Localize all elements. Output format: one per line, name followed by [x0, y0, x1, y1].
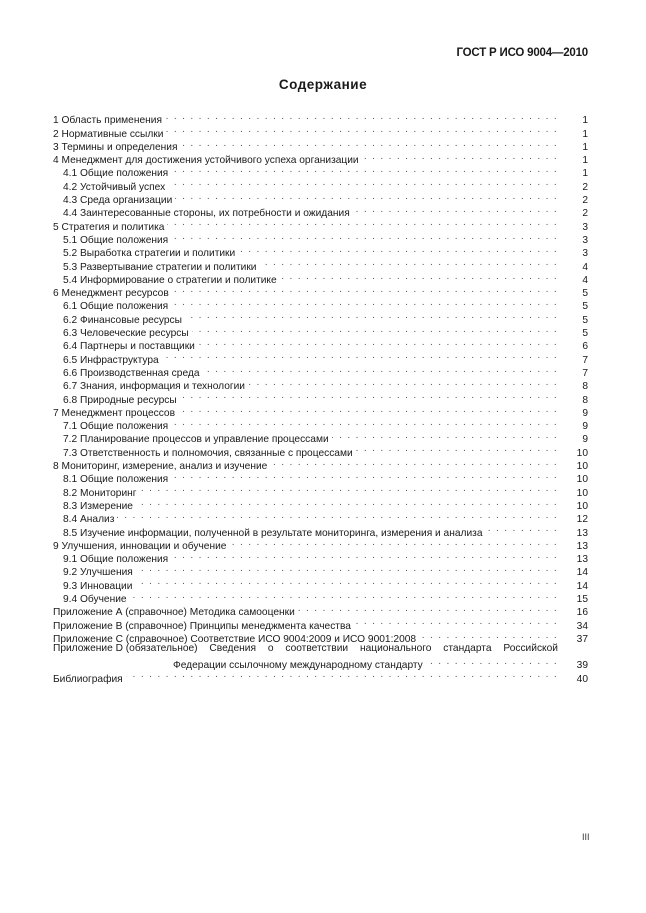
- toc-entry-appendix-d-word: Сведения: [209, 642, 256, 654]
- toc-entry-page: 1: [582, 141, 588, 153]
- toc-leader-dots: [172, 283, 558, 296]
- toc-entry-page: 2: [582, 208, 588, 220]
- toc-entry-title: 8.4 Анализ: [53, 513, 117, 526]
- toc-leader-dots: [248, 376, 558, 389]
- toc-entry-title: Приложение В (справочное) Принципы менеджмента качества: [53, 620, 354, 633]
- toc-entry-page: 10: [576, 447, 588, 459]
- table-of-contents: [53, 110, 588, 685]
- toc-entry-title: 6.8 Природные ресурсы: [53, 394, 180, 407]
- toc-entry-page: 37: [576, 633, 588, 645]
- toc-entry-page: 1: [582, 168, 588, 180]
- document-standard-id: ГОСТ Р ИСО 9004—2010: [456, 47, 588, 59]
- toc-entry-title: 7.2 Планирование процессов и управление процессами: [53, 433, 332, 446]
- toc-entry-page: 5: [582, 328, 588, 340]
- toc-entry-appendix-d-word: Российской: [503, 642, 558, 654]
- toc-leader-dots: [180, 137, 558, 150]
- toc-leader-dots: [178, 403, 558, 416]
- toc-entry-title: 5 Стратегия и политика: [53, 221, 167, 234]
- toc-entry-page: 8: [582, 381, 588, 393]
- toc-entry[interactable]: [53, 602, 588, 619]
- toc-entry-bibliography[interactable]: [53, 668, 588, 685]
- toc-entry-title: 8.3 Измерение: [53, 500, 136, 513]
- toc-entry-title: 9.2 Улучшения: [53, 566, 136, 579]
- toc-leader-dots: [136, 496, 558, 509]
- toc-leader-dots: [166, 123, 558, 136]
- toc-entry-title: 8.5 Изучение информации, полученной в результате мониторинга, измерения и анализа: [53, 527, 486, 540]
- toc-entry-title: 4.3 Среда организации: [53, 194, 175, 207]
- toc-entry-title: 5.3 Развертывание стратегии и политики: [53, 261, 259, 274]
- toc-entry-title: 6 Менеджмент ресурсов: [53, 287, 172, 300]
- toc-entry[interactable]: [53, 110, 588, 127]
- toc-entry-title: 9.4 Обучение: [53, 593, 130, 606]
- toc-entry[interactable]: [53, 589, 588, 605]
- toc-entry-page: 3: [582, 221, 588, 233]
- toc-entry-page: 9: [582, 434, 588, 446]
- toc-entry-title: 5.1 Общие положения: [53, 234, 171, 247]
- toc-leader-dots: [126, 668, 558, 681]
- toc-leader-dots: [168, 176, 558, 189]
- toc-entry-page: 1: [582, 128, 588, 140]
- toc-leader-dots: [362, 150, 558, 163]
- toc-leader-dots: [270, 456, 558, 469]
- toc-entry-title: 3 Термины и определения: [53, 141, 180, 154]
- toc-leader-dots: [171, 549, 558, 562]
- toc-entry-page: 10: [576, 474, 588, 486]
- toc-leader-dots: [175, 190, 558, 203]
- toc-entry-page: 9: [582, 421, 588, 433]
- toc-entry-page: 2: [582, 181, 588, 193]
- toc-entry-title: 6.1 Общие положения: [53, 300, 171, 313]
- toc-entry-title: 9 Улучшения, инновации и обучение: [53, 540, 229, 553]
- toc-entry-page: 12: [576, 514, 588, 526]
- toc-entry-page: 40: [576, 673, 588, 685]
- toc-entry-title: 7.1 Общие положения: [53, 420, 171, 433]
- toc-leader-dots: [486, 522, 559, 535]
- toc-entry-appendix-d-label: Приложение D (обязательное): [53, 642, 198, 654]
- toc-leader-dots: [185, 309, 558, 322]
- toc-entry-page: 9: [582, 407, 588, 419]
- toc-leader-dots: [162, 349, 558, 362]
- toc-leader-dots: [180, 389, 558, 402]
- toc-entry-title: 7.3 Ответственность и полномочия, связанные с процессами: [53, 447, 356, 460]
- toc-leader-dots: [136, 562, 558, 575]
- toc-entry-title: 6.7 Знания, информация и технологии: [53, 380, 248, 393]
- toc-entry-page: 5: [582, 314, 588, 326]
- toc-entry-title: 6.3 Человеческие ресурсы: [53, 327, 192, 340]
- toc-entry-title: 8 Мониторинг, измерение, анализ и изучение: [53, 460, 270, 473]
- toc-entry-title: 4.1 Общие положения: [53, 167, 171, 180]
- toc-leader-dots: [203, 363, 559, 376]
- toc-entry-title: 4 Менеджмент для достижения устойчивого успеха организации: [53, 154, 362, 167]
- toc-entry-appendix-d[interactable]: [53, 642, 588, 672]
- toc-entry-title: 5.4 Информирование о стратегии и политике: [53, 274, 280, 287]
- toc-leader-dots: [171, 416, 558, 429]
- toc-leader-dots: [354, 615, 558, 628]
- toc-entry-title: 9.1 Общие положения: [53, 553, 171, 566]
- toc-leader-dots: [353, 203, 558, 216]
- toc-entry-page: 3: [582, 248, 588, 260]
- toc-entry-page: 13: [576, 554, 588, 566]
- toc-leader-dots: [280, 270, 558, 283]
- toc-entry-title: 8.1 Общие положения: [53, 473, 171, 486]
- page-number: III: [582, 832, 590, 842]
- toc-entry-page: 14: [576, 580, 588, 592]
- toc-leader-dots: [332, 429, 558, 442]
- toc-entry-page: 14: [576, 567, 588, 579]
- toc-entry-page: 34: [576, 620, 588, 632]
- toc-entry-page: 10: [576, 500, 588, 512]
- toc-title: Содержание: [278, 77, 368, 92]
- toc-leader-dots: [165, 110, 558, 123]
- toc-entry-page: 39: [576, 660, 588, 672]
- toc-entry-page: 4: [582, 274, 588, 286]
- toc-entry-title: 1 Область применения: [53, 114, 165, 127]
- toc-entry-appendix-d-word: национального: [359, 642, 432, 654]
- toc-entry-page: 1: [582, 155, 588, 167]
- toc-leader-dots: [356, 442, 558, 455]
- toc-entry-appendix-d-line1: [53, 642, 558, 655]
- toc-leader-dots: [229, 536, 558, 549]
- toc-entry-title: 8.2 Мониторинг: [53, 487, 140, 500]
- toc-entry-page: 5: [582, 288, 588, 300]
- toc-leader-dots: [419, 629, 558, 642]
- toc-leader-dots: [117, 509, 558, 522]
- toc-entry-appendix-d-word: стандарта: [443, 642, 492, 654]
- toc-entry-page: 6: [582, 341, 588, 353]
- toc-entry-title: 5.2 Выработка стратегии и политики: [53, 247, 238, 260]
- toc-entry-title: 6.5 Инфраструктура: [53, 354, 162, 367]
- toc-leader-dots: [171, 469, 558, 482]
- toc-entry-page: 2: [582, 195, 588, 207]
- toc-leader-dots: [171, 296, 558, 309]
- toc-entry[interactable]: [53, 522, 588, 539]
- toc-entry[interactable]: [53, 509, 588, 526]
- toc-leader-dots: [298, 602, 558, 615]
- toc-entry-page: 1: [582, 115, 588, 127]
- toc-entry-page: 5: [582, 301, 588, 313]
- toc-entry-title: Библиография: [53, 673, 126, 686]
- toc-entry-title: 6.6 Производственная среда: [53, 367, 203, 380]
- toc-leader-dots: [192, 323, 558, 336]
- toc-entry-appendix-d-line2: [53, 655, 588, 672]
- toc-entry-appendix-d-word: о: [267, 642, 274, 654]
- toc-entry-title: 7 Менеджмент процессов: [53, 407, 178, 420]
- toc-leader-dots: [167, 216, 558, 229]
- toc-entry-page: 15: [576, 593, 588, 605]
- toc-entry-page: 13: [576, 540, 588, 552]
- toc-entry-page: 10: [576, 461, 588, 473]
- toc-entry-title: Приложение А (справочное) Методика самооценки: [53, 606, 298, 619]
- toc-entry-title: 6.4 Партнеры и поставщики: [53, 340, 198, 353]
- toc-entry-title: 6.2 Финансовые ресурсы: [53, 314, 185, 327]
- toc-entry-title: Федерации ссылочному международному стандарту: [173, 659, 426, 672]
- toc-leader-dots: [130, 589, 558, 602]
- toc-leader-dots: [426, 655, 558, 668]
- toc-entry-page: 10: [576, 487, 588, 499]
- toc-entry-page: 16: [576, 607, 588, 619]
- toc-entry-page: 3: [582, 234, 588, 246]
- toc-entry-page: 8: [582, 394, 588, 406]
- toc-entry-appendix-d-word: соответствии: [285, 642, 349, 654]
- toc-leader-dots: [259, 256, 558, 269]
- toc-entry-title: 4.4 Заинтересованные стороны, их потребности и ожидания: [53, 207, 353, 220]
- toc-entry-title: 2 Нормативные ссылки: [53, 128, 166, 141]
- toc-leader-dots: [171, 163, 558, 176]
- toc-leader-dots: [135, 575, 558, 588]
- toc-leader-dots: [140, 482, 559, 495]
- toc-entry-title: Приложение С (справочное) Соответствие ИСО 9004:2009 и ИСО 9001:2008: [53, 633, 419, 646]
- toc-entry-title: 4.2 Устойчивый успех: [53, 181, 168, 194]
- toc-entry-page: 7: [582, 354, 588, 366]
- toc-entry-title: 9.3 Инновации: [53, 580, 135, 593]
- toc-entry-page: 13: [576, 527, 588, 539]
- toc-entry-page: 7: [582, 367, 588, 379]
- toc-leader-dots: [171, 230, 558, 243]
- toc-leader-dots: [238, 243, 558, 256]
- toc-leader-dots: [198, 336, 558, 349]
- toc-entry-page: 4: [582, 261, 588, 273]
